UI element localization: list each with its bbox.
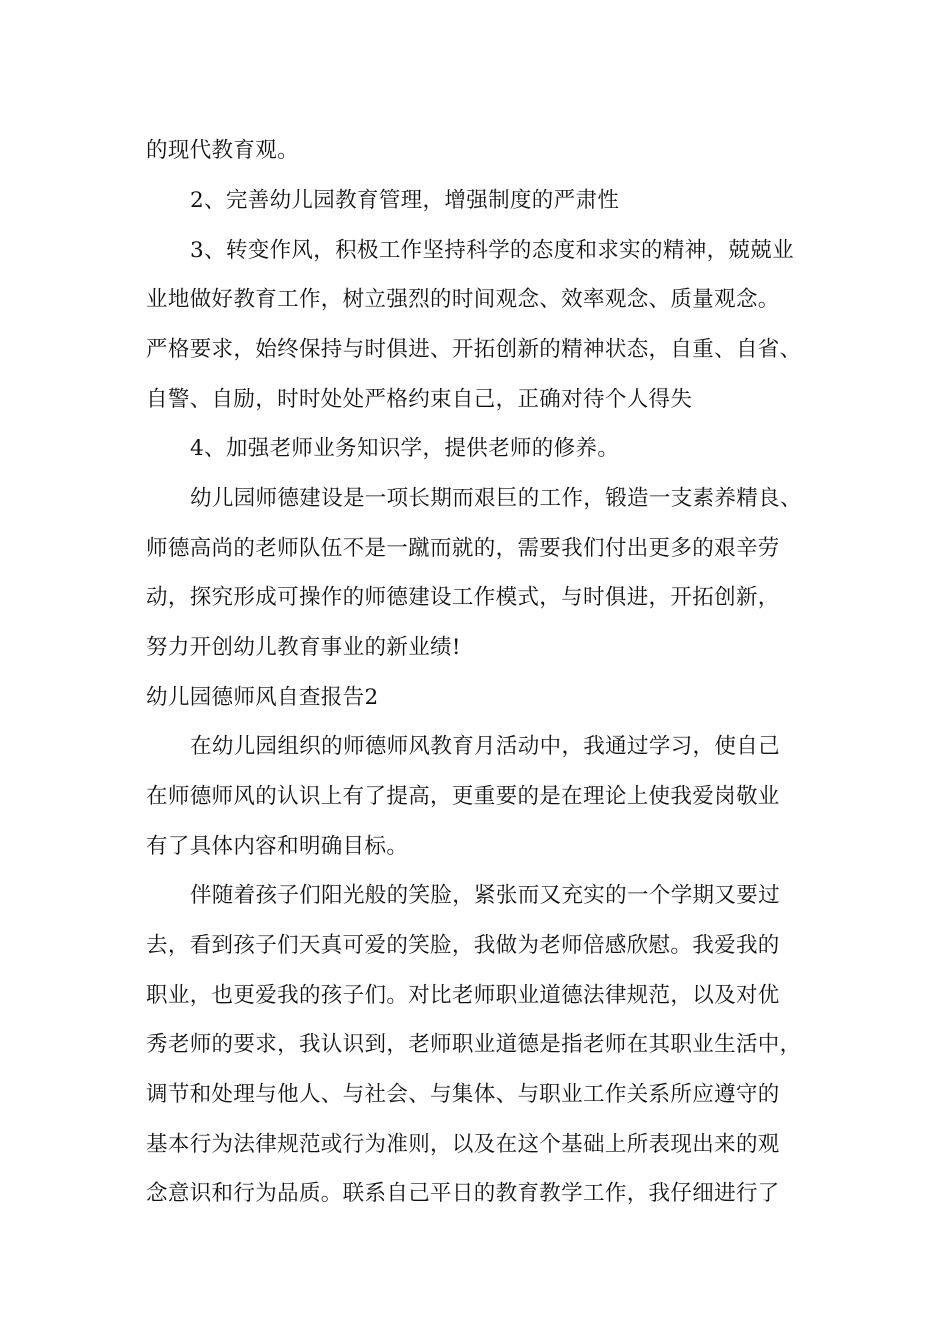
text-line: 努力开创幼儿教育事业的新业绩!	[146, 635, 461, 660]
text-line: 职业，也更爱我的孩子们。对比老师职业道德法律规范，以及对优	[146, 983, 780, 1008]
paragraph-start: 幼儿园师德建设是一项长期而艰巨的工作，锻造一支素养精良、	[190, 486, 802, 511]
text-line: 去，看到孩子们天真可爱的笑脸，我做为老师倍感欣慰。我爱我的	[146, 933, 780, 958]
list-item-4: 4、加强老师业务知识学，提供老师的修养。	[190, 436, 620, 461]
text-line: 有了具体内容和明确目标。	[146, 834, 409, 859]
paragraph-start: 伴随着孩子们阳光般的笑脸，紧张而又充实的一个学期又要过	[190, 883, 780, 908]
text-line: 严格要求，始终保持与时俱进、开拓创新的精神状态，自重、自省、	[146, 337, 802, 362]
text-line: 师德高尚的老师队伍不是一蹴而就的，需要我们付出更多的艰辛劳	[146, 536, 780, 561]
list-item-2: 2、完善幼儿园教育管理，增强制度的严肃性	[190, 188, 620, 213]
text-line: 的现代教育观。	[146, 138, 299, 163]
paragraph-start: 在幼儿园组织的师德师风教育月活动中，我通过学习，使自己	[190, 734, 780, 759]
text-line: 基本行为法律规范或行为准则，以及在这个基础上所表现出来的观	[146, 1132, 780, 1157]
text-line: 自警、自励，时时处处严格约束自己，正确对待个人得失	[146, 387, 693, 412]
text-line: 动，探究形成可操作的师德建设工作模式，与时俱进，开拓创新，	[146, 585, 780, 610]
section-title: 幼儿园德师风自查报告2	[146, 685, 379, 710]
list-item-3: 3、转变作风，积极工作坚持科学的态度和求实的精神，兢兢业	[190, 238, 794, 263]
text-line: 业地做好教育工作，树立强烈的时间观念、效率观念、质量观念。	[146, 287, 780, 312]
text-line: 念意识和行为品质。联系自己平日的教育教学工作，我仔细进行了	[146, 1181, 780, 1206]
text-line: 调节和处理与他人、与社会、与集体、与职业工作关系所应遵守的	[146, 1082, 780, 1107]
text-line: 秀老师的要求，我认识到，老师职业道德是指老师在其职业生活中，	[146, 1032, 802, 1057]
text-line: 在师德师风的认识上有了提高，更重要的是在理论上使我爱岗敬业	[146, 784, 780, 809]
